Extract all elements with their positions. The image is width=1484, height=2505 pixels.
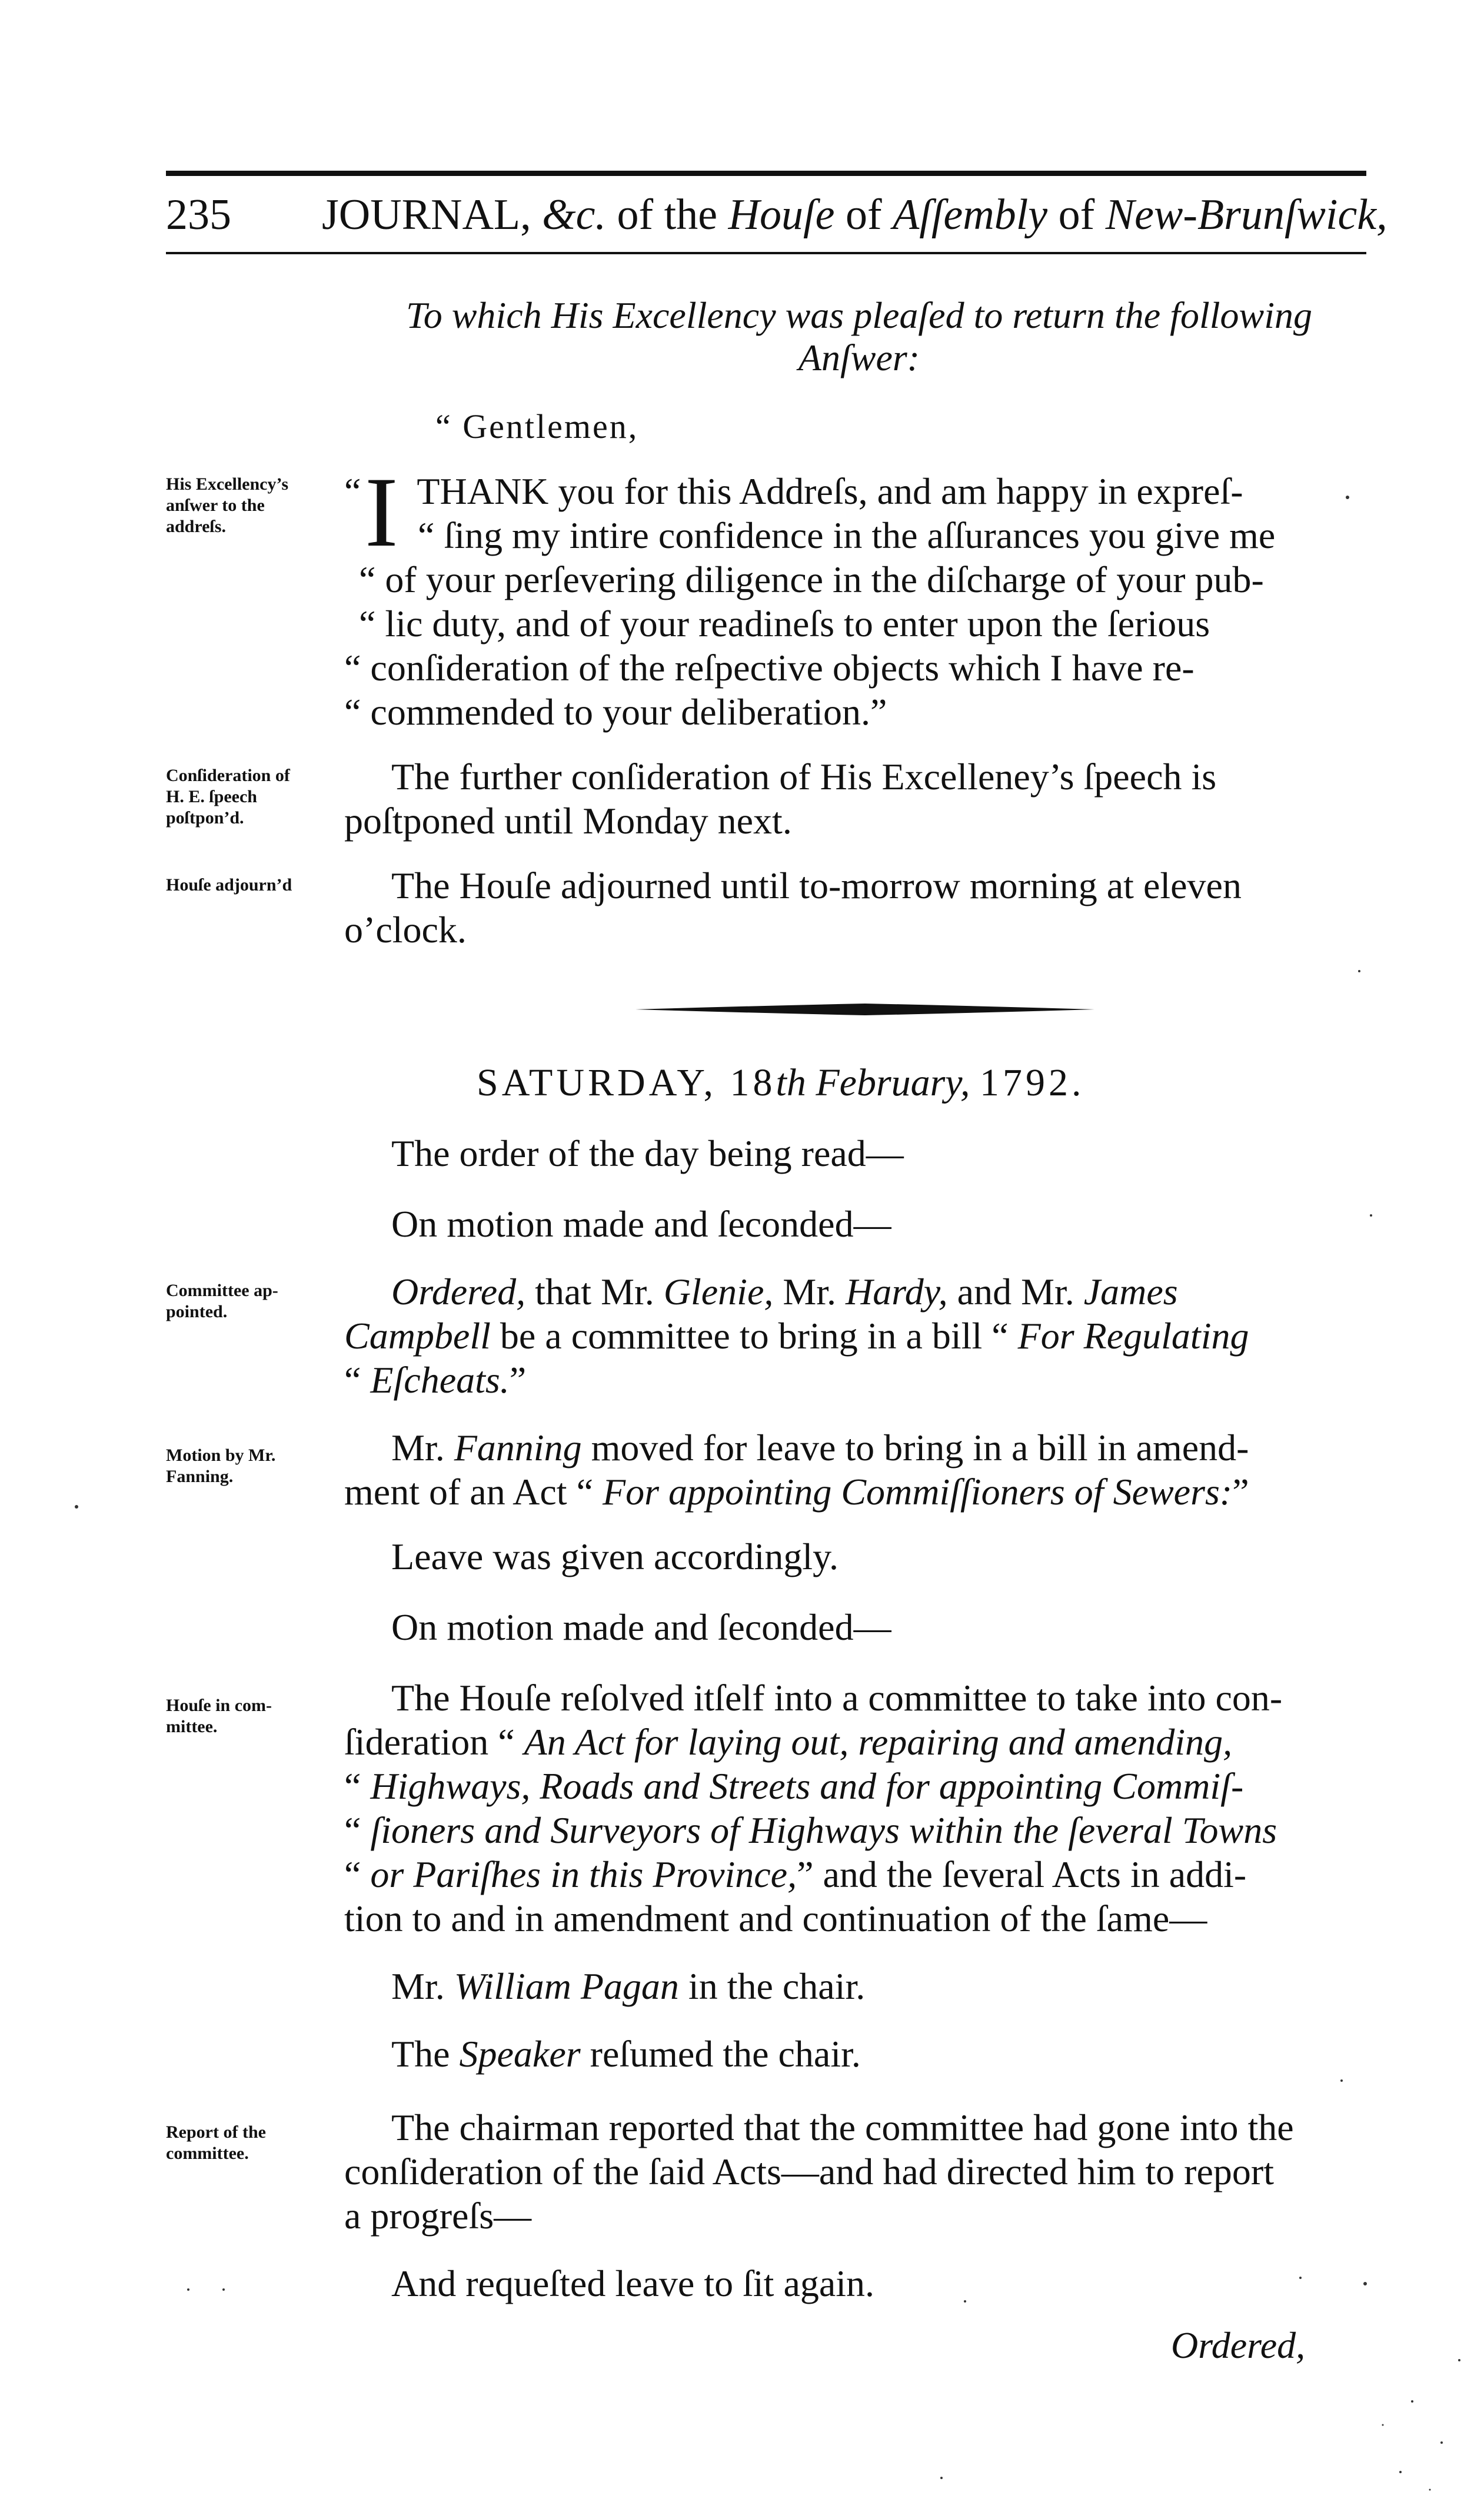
pagan-in-chair: Mr. William Pagan in the chair. xyxy=(391,1965,866,2007)
margin-note-consideration: Conſideration of H. E. ſpeech poſtpon’d. xyxy=(166,766,290,828)
header-top-rule xyxy=(166,171,1366,176)
committee-line-3: “ Highways, Roads and Streets and for appointing Commiſ- xyxy=(344,1765,1244,1807)
answer-line-4: “ lic duty, and of your readineſs to enter upon the ſerious xyxy=(359,603,1210,644)
report-line-2: conſideration of the ſaid Acts—and had directed him to report xyxy=(344,2151,1274,2192)
consideration-line-1: The further conſideration of His Excelleney’s ſpeech is xyxy=(391,756,1217,798)
committee-line-5: “ or Pariſhes in this Province,” and the ſeveral Acts in addi- xyxy=(344,1853,1247,1895)
date-heading: SATURDAY, 18th February, 1792. xyxy=(477,1061,1085,1104)
drop-cap: I xyxy=(365,457,398,567)
ordered-line-2: Campbell be a committee to bring in a bill “ For Regulating xyxy=(344,1315,1249,1357)
margin-note-report: Report of the committee. xyxy=(166,2122,266,2163)
running-header xyxy=(166,182,1387,247)
consideration-line-2: poſtponed until Monday next. xyxy=(344,800,792,842)
catchword: Ordered, xyxy=(1171,2324,1306,2366)
leave-given: Leave was given accordingly. xyxy=(391,1536,839,1577)
motion-seconded-2: On motion made and ſeconded— xyxy=(391,1606,891,1648)
committee-line-1: The Houſe reſolved itſelf into a committee to take into con- xyxy=(391,1677,1283,1719)
page-number: 235 xyxy=(166,191,231,239)
answer-line-3: “ of your perſevering diligence in the diſcharge of your pub- xyxy=(359,559,1264,600)
fanning-line-2: ment of an Act “ For appointing Commiſſioners of Sewers:” xyxy=(344,1471,1249,1513)
section-divider xyxy=(635,1002,1094,1016)
order-read: The order of the day being read— xyxy=(391,1132,904,1174)
motion-seconded-1: On motion made and ſeconded— xyxy=(391,1203,891,1245)
speaker-resumed: The Speaker reſumed the chair. xyxy=(391,2033,861,2075)
report-line-3: a progreſs— xyxy=(344,2195,532,2237)
answer-heading-line-1: To which His Excellency was pleaſed to return the following xyxy=(406,294,1312,336)
answer-line-2: “ ſing my intire confidence in the aſſurances you give me xyxy=(418,514,1276,556)
margin-note-adjourned: Houſe adjourn’d xyxy=(166,875,292,895)
committee-line-6: tion to and in amendment and continuation of the ſame— xyxy=(344,1898,1207,1939)
answer-line-5: “ conſideration of the reſpective objects which I have re- xyxy=(344,647,1194,689)
margin-note-house-in-committee: Houſe in com- mittee. xyxy=(166,1696,272,1736)
margin-note-committee-appointed: Committee ap- pointed. xyxy=(166,1281,278,1321)
ordered-line-1: Ordered, that Mr. Glenie, Mr. Hardy, and Mr. James xyxy=(391,1271,1178,1313)
ordered-line-3: “ Eſcheats.” xyxy=(344,1359,527,1401)
answer-line-1: “ THANK you for this Addreſs, and am happy in expreſ- xyxy=(344,470,1243,512)
committee-line-2: ſideration “ An Act for laying out, repairing and amending, xyxy=(344,1721,1233,1763)
fanning-line-1: Mr. Fanning moved for leave to bring in a bill in amend- xyxy=(391,1427,1249,1469)
answer-line-6: “ commended to your deliberation.” xyxy=(344,691,887,733)
requested-leave: And requeſted leave to ſit again. xyxy=(391,2263,875,2304)
adjourned-line-2: o’clock. xyxy=(344,909,467,951)
header-bottom-rule xyxy=(166,252,1366,254)
margin-note-motion-fanning: Motion by Mr. Fanning. xyxy=(166,1446,276,1486)
committee-line-4: “ ſioners and Surveyors of Highways within the ſeveral Towns xyxy=(344,1809,1277,1851)
answer-heading-line-2: Anſwer: xyxy=(798,337,920,378)
running-title: JOURNAL, &c. of the Houſe of Aſſembly of New-Brunſwick, xyxy=(322,191,1387,239)
salutation: “ Gentlemen, xyxy=(435,407,639,446)
margin-note-answer: His Excellency’s anſwer to the addreſs. xyxy=(166,474,289,536)
adjourned-line-1: The Houſe adjourned until to-morrow morning at eleven xyxy=(391,865,1242,906)
report-line-1: The chairman reported that the committee had gone into the xyxy=(391,2107,1294,2148)
